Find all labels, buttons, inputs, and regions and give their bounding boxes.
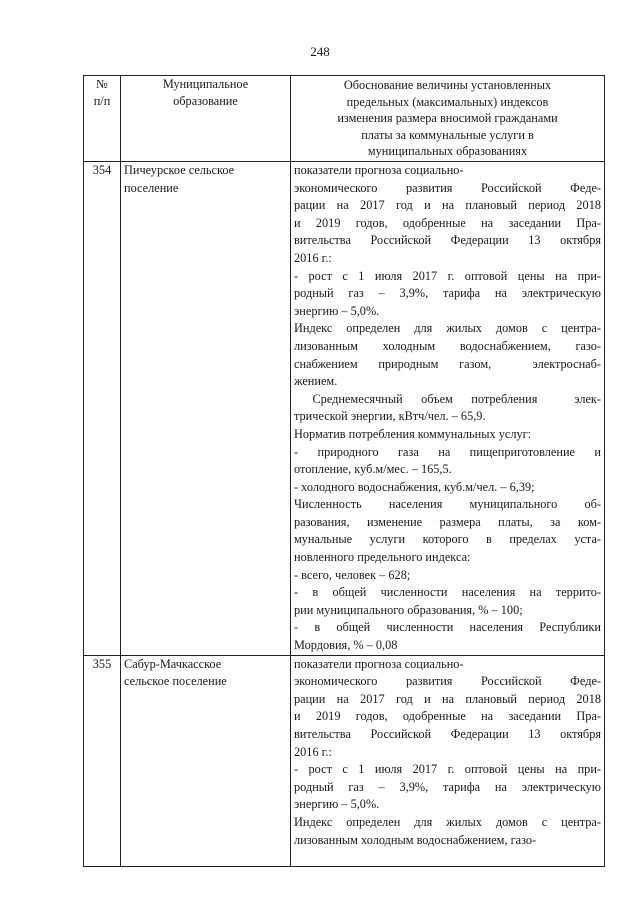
justification-text-line: разования, изменение размера платы, за ком- bbox=[294, 514, 601, 529]
justification-text-line: 2016 г.: bbox=[294, 744, 332, 759]
justification-text-line: Среднемесячный объем потребления элек- bbox=[294, 391, 602, 406]
table-row bbox=[84, 162, 605, 656]
justification-text-line: вительства Российской Федерации 13 октября bbox=[294, 233, 601, 248]
header-justification bbox=[291, 76, 605, 162]
row-number: 355 bbox=[84, 655, 121, 866]
header-text-line: изменения размера вносимой гражданами bbox=[337, 111, 558, 125]
justification-text-line: снабжением природным газом, электроснаб- bbox=[294, 356, 601, 371]
row-justification bbox=[291, 655, 605, 866]
header-text-line: предельных (максимальных) индексов bbox=[346, 94, 549, 109]
justification-text-line: родный газ – 3,9%, тарифа на электрическую bbox=[294, 286, 601, 301]
row-municipality bbox=[121, 655, 291, 866]
justification-text-line: Норматив потребления коммунальных услуг: bbox=[294, 426, 532, 441]
justification-text-line: новленного предельного индекса: bbox=[294, 550, 471, 565]
justification-text-line: экономического развития Российской Феде- bbox=[294, 674, 601, 689]
justification-text-line: - рост с 1 июля 2017 г. оптовой цены на при- bbox=[294, 268, 601, 283]
justification-text-line: Индекс определен для жилых домов с центра- bbox=[294, 814, 601, 829]
justification-text-line: - природного газа на пищеприготовление и bbox=[294, 444, 601, 459]
justification-text-line: показатели прогноза социально- bbox=[294, 656, 464, 671]
justification-text-line: вительства Российской Федерации 13 октября bbox=[294, 727, 601, 741]
row-number: 354 bbox=[84, 162, 121, 656]
page-number: 248 bbox=[310, 44, 330, 59]
justification-text-line: энергию – 5,0%. bbox=[294, 303, 380, 318]
justification-text-line: трической энергии, кВтч/чел. – 65,9. bbox=[294, 409, 486, 424]
header-text-line: № bbox=[96, 77, 108, 91]
justification-text-line: - рост с 1 июля 2017 г. оптовой цены на при- bbox=[294, 762, 601, 777]
municipality-line: Сабур-Мачкасское bbox=[124, 656, 222, 671]
header-text-line: п/п bbox=[93, 93, 111, 108]
table-header-row bbox=[84, 76, 605, 162]
indices-table bbox=[83, 75, 605, 867]
justification-text-line: рии муниципального образования, % – 100; bbox=[294, 602, 523, 617]
justification-text-line: энергию – 5,0%. bbox=[294, 797, 380, 812]
municipality-line: поселение bbox=[124, 180, 179, 195]
header-number bbox=[84, 76, 121, 162]
justification-text-line: - в общей численности населения на террито- bbox=[294, 585, 601, 600]
justification-text-line: и 2019 годов, одобренные на заседании Пра- bbox=[294, 709, 601, 724]
justification-text-line: Индекс определен для жилых домов с центра- bbox=[294, 321, 601, 336]
table-row bbox=[84, 655, 605, 866]
row-justification bbox=[291, 162, 605, 656]
justification-text-line: - холодного водоснабжения, куб.м/чел. – 6,39; bbox=[294, 479, 535, 494]
justification-text-line: рации на 2017 год и на плановый период 2018 bbox=[294, 198, 601, 213]
justification-text-line: родный газ – 3,9%, тарифа на электрическую bbox=[294, 779, 601, 794]
justification-text-line: и 2019 годов, одобренные на заседании Пра- bbox=[294, 215, 601, 230]
header-text-line: образование bbox=[173, 93, 238, 108]
justification-text-line: мунальные услуги которого в пределах уста- bbox=[294, 532, 601, 547]
municipality-line: сельское поселение bbox=[124, 674, 227, 689]
justification-text-line: 2016 г.: bbox=[294, 250, 332, 265]
justification-text-line: экономического развития Российской Феде- bbox=[294, 180, 601, 195]
justification-text-line: показатели прогноза социально- bbox=[294, 163, 464, 177]
justification-text-line: - в общей численности населения Республики bbox=[294, 620, 601, 635]
justification-text-line: лизованным холодным водоснабжением, газо- bbox=[294, 832, 537, 847]
row-municipality bbox=[121, 162, 291, 656]
municipality-line: Пичеурское сельское bbox=[124, 163, 235, 177]
header-text-line: Обоснование величины установленных bbox=[343, 78, 552, 92]
header-text-line: платы за коммунальные услуги в bbox=[361, 127, 534, 142]
justification-text-line: - всего, человек – 628; bbox=[294, 567, 411, 582]
header-municipality bbox=[121, 76, 291, 162]
header-text-line: Муниципальное bbox=[162, 77, 249, 91]
justification-text-line: Мордовия, % – 0,08 bbox=[294, 638, 398, 653]
justification-text-line: лизованным холодным водоснабжением, газо- bbox=[294, 338, 601, 353]
justification-text-line: жением. bbox=[294, 374, 338, 389]
header-text-line: муниципальных образованиях bbox=[367, 144, 528, 158]
justification-text-line: Численность населения муниципального об- bbox=[294, 497, 601, 512]
justification-text-line: рации на 2017 год и на плановый период 2018 bbox=[294, 691, 601, 706]
justification-text-line: отопление, куб.м/мес. – 165,5. bbox=[294, 462, 452, 477]
